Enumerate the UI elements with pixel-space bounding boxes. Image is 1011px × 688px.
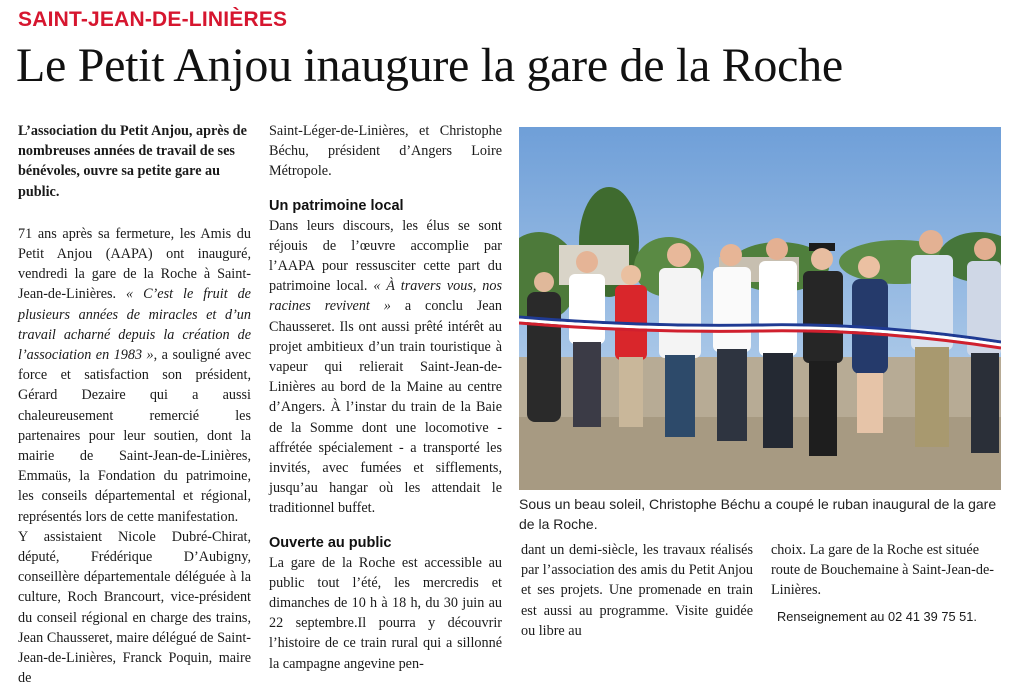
photo-caption: Sous un beau soleil, Christophe Béchu a coupé le ruban inaugural de la gare de la Roche. xyxy=(519,496,997,532)
text-run: a conclu Jean Chausseret. Ils ont aussi prêté intérêt au projet ambitieux d’un train touristique à vapeur qui relierait Saint-Jean-de-Linières au bord de la Maine au centre d’Angers. À l’instar du train de la Baie de la Somme dont une locomotive - affrétée spécialement - a transporté les invités, avec fumées et sifflements, jusqu’au hangar où les attendait le traditionnel buffet. xyxy=(269,298,502,517)
article-column-1 xyxy=(18,121,251,688)
article-headline: Le Petit Anjou inaugure la gare de la Roche xyxy=(16,39,843,92)
photo-illustration xyxy=(519,127,1001,490)
article-column-2 xyxy=(269,121,502,674)
text-run: , a souligné avec force et satisfaction son président, Gérard Dezaire qui a aussi chaleureusement remercié les partenaires pour leur soutien, dont la mairie de Saint-Jean-de-Linières, Emmaüs, la Fondation du patrimoine, les conseils départemental et régional, représentés lors de cette manifestation. xyxy=(18,347,251,525)
text-run: Dans leurs discours, les élus se sont réjouis de l’œuvre accomplie par l’AAPA pour ressusciter cette part du patrimoine local. xyxy=(269,217,502,295)
article-column-3 xyxy=(521,540,753,641)
info-line: Renseignement au 02 41 39 75 51. xyxy=(777,608,977,624)
section-kicker: SAINT-JEAN-DE-LINIÈRES xyxy=(18,8,288,31)
paragraph xyxy=(269,216,502,519)
text-run: 71 ans après sa fermeture, les Amis du Petit Anjou (AAPA) ont inauguré, vendredi la gare de la Roche à Saint-Jean-de-Linières. xyxy=(18,225,251,303)
article-column-4 xyxy=(771,540,1001,627)
article-photo xyxy=(519,127,1001,490)
quote: « C’est le fruit de plusieurs années de miracles et d’un travail acharné depuis la création de l’association en 1983 » xyxy=(18,286,251,364)
paragraph: Saint-Léger-de-Linières, et Christophe Béchu, président d’Angers Loire Métropole. xyxy=(269,123,502,180)
paragraph: La gare de la Roche est accessible au public tout l’été, les mercredis et dimanches de 10 h à 18 h, du 30 juin au 22 septembre.Il pourra y découvrir l’histoire de ce train rural qui a sillonné la campagne angevine pen- xyxy=(269,554,502,672)
quote: « À travers vous, nos racines revivent » xyxy=(269,278,502,315)
article-lead: L’association du Petit Anjou, après de nombreuses années de travail de ses bénévoles, ouvre sa petite gare au public. xyxy=(18,123,247,200)
paragraph: Y assistaient Nicole Dubré-Chirat, député, Frédérique D’Aubigny, conseillère départementale déléguée à la culture, Roch Brancourt, vice-président du conseil régional en charge des trains, Jean Chausseret, maire délégué de Saint-Jean-de-Linières, Franck Poquin, maire de xyxy=(18,528,251,687)
subheading: Ouverte au public xyxy=(269,534,392,551)
subheading: Un patrimoine local xyxy=(269,197,404,214)
paragraph: choix. La gare de la Roche est située route de Bouchemaine à Saint-Jean-de-Linières. xyxy=(771,542,994,599)
paragraph xyxy=(18,224,251,527)
paragraph: dant un demi-siècle, les travaux réalisés par l’association des amis du Petit Anjou et ses projets. Une promenade en train est aussi au programme. Visite guidée ou libre au xyxy=(521,542,753,639)
